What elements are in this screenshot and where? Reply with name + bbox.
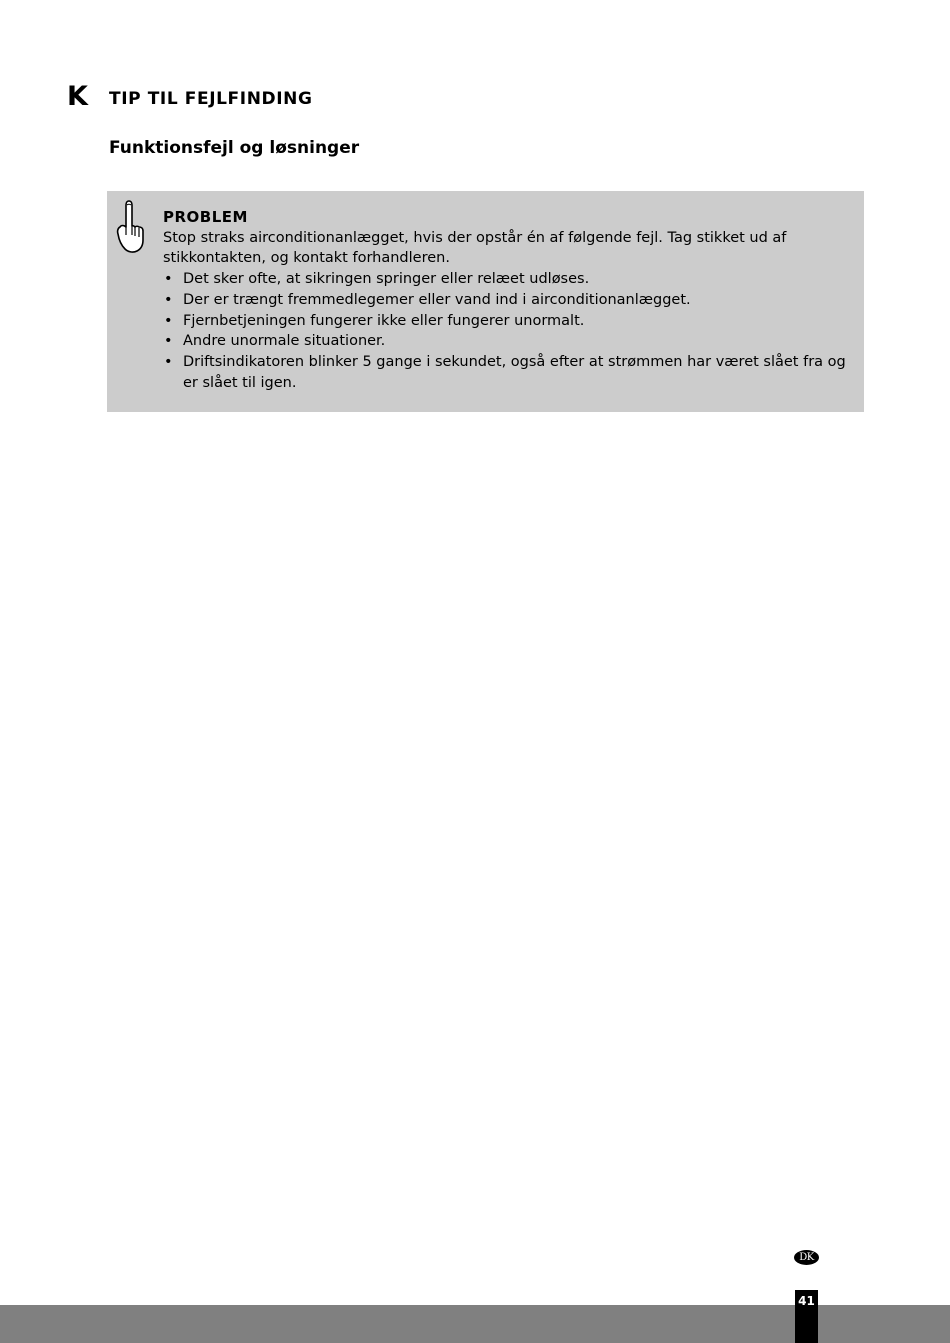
- section-letter: K: [67, 81, 88, 112]
- list-item-text: Andre unormale situationer.: [183, 333, 386, 350]
- list-item-text: Driftsindikatoren blinker 5 gange i sekundet, også efter at strømmen har været slået fra og er slået til igen.: [183, 353, 846, 391]
- bullet: •: [164, 271, 173, 288]
- problem-intro: Stop straks airconditionanlægget, hvis der opstår én af følgende fejl. Tag stikket ud af stikkontakten, og kontakt forhandleren.: [163, 229, 787, 267]
- list-item: [163, 269, 853, 290]
- list-item: [163, 352, 853, 393]
- problem-list: [163, 269, 853, 393]
- pointing-hand-icon: [113, 197, 147, 257]
- bullet: •: [164, 291, 173, 308]
- list-item-text: Det sker ofte, at sikringen springer eller relæet udløses.: [183, 271, 590, 288]
- bullet: •: [164, 353, 173, 370]
- list-item: [163, 290, 853, 311]
- list-item-text: Fjernbetjeningen fungerer ikke eller fungerer unormalt.: [183, 312, 585, 329]
- problem-box: [107, 191, 864, 412]
- bullet: •: [164, 312, 173, 329]
- list-item-text: Der er trængt fremmedlegemer eller vand ind i airconditionanlægget.: [183, 291, 691, 308]
- list-item: [163, 311, 853, 332]
- language-badge: DK: [794, 1250, 819, 1265]
- page-number-block: [795, 1290, 818, 1343]
- page-subtitle: Funktionsfejl og løsninger: [109, 138, 360, 158]
- bullet: •: [164, 333, 173, 350]
- section-title: TIP TIL FEJLFINDING: [109, 89, 313, 109]
- problem-heading: PROBLEM: [163, 208, 248, 226]
- page-number: 41: [798, 1294, 815, 1308]
- list-item: [163, 331, 853, 352]
